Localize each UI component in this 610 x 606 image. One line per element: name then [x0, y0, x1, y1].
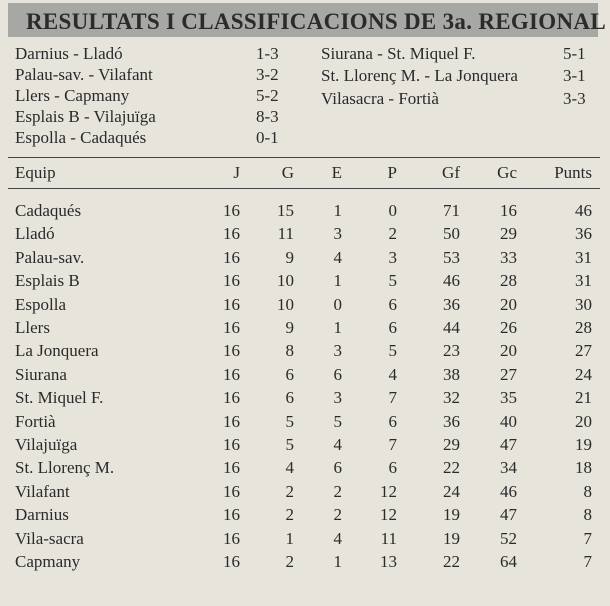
gc-cell: 20 [500, 294, 517, 314]
result-score: 5-1 [563, 44, 586, 63]
table-row [0, 318, 610, 340]
result-match: Esplais B - Vilajuïga [15, 107, 156, 126]
won-cell: 10 [277, 271, 294, 291]
team-cell: Esplais B [15, 271, 80, 291]
table-row [0, 552, 610, 574]
gc-cell: 16 [500, 201, 517, 220]
played-cell: 16 [223, 364, 240, 384]
lost-cell: 6 [388, 294, 397, 314]
gf-cell: 36 [443, 294, 460, 314]
points-cell: 7 [583, 552, 592, 571]
played-cell: 16 [223, 318, 240, 337]
gf-cell: 24 [443, 481, 460, 501]
gf-cell: 44 [443, 318, 460, 337]
won-cell: 6 [285, 388, 294, 408]
lost-cell: 12 [380, 505, 397, 525]
lost-cell: 13 [380, 552, 397, 571]
team-cell: Capmany [15, 552, 81, 571]
result-row [15, 44, 290, 64]
result-match: Llers - Capmany [15, 86, 130, 105]
table-row [0, 482, 610, 504]
gc-cell: 27 [500, 364, 517, 384]
drawn-cell: 1 [333, 318, 342, 337]
result-row [15, 128, 290, 148]
team-cell: St. Llorenç M. [15, 458, 115, 478]
team-cell: Vila-sacra [15, 528, 84, 548]
drawn-cell: 3 [333, 224, 342, 244]
table-row [0, 248, 610, 270]
points-cell: 18 [575, 458, 592, 478]
played-cell: 16 [223, 552, 240, 571]
result-score: 3-1 [563, 66, 586, 85]
drawn-cell: 4 [333, 247, 342, 267]
gc-cell: 47 [500, 435, 517, 454]
gc-cell: 52 [500, 528, 517, 548]
won-cell: 2 [285, 505, 294, 525]
gf-cell: 19 [443, 528, 460, 548]
points-cell: 46 [575, 201, 592, 220]
result-match: Darnius - Lladó [15, 44, 123, 63]
played-cell: 16 [223, 224, 240, 244]
table-row [0, 458, 610, 480]
gc-cell: 35 [500, 388, 517, 408]
team-cell: Vilajuïga [15, 435, 78, 454]
points-cell: 20 [575, 411, 592, 431]
header-p: P [387, 163, 397, 182]
won-cell: 11 [277, 224, 294, 244]
lost-cell: 3 [388, 247, 397, 267]
table-row [0, 271, 610, 293]
gf-cell: 53 [443, 247, 460, 267]
gf-cell: 50 [443, 224, 460, 244]
header-e: E [331, 163, 342, 182]
result-match: Palau-sav. - Vilafant [15, 65, 153, 84]
gc-cell: 26 [500, 318, 517, 337]
lost-cell: 6 [388, 411, 397, 431]
points-cell: 36 [575, 224, 592, 244]
team-cell: Palau-sav. [15, 247, 85, 267]
gf-cell: 36 [443, 411, 460, 431]
result-match: Siurana - St. Miquel F. [321, 44, 476, 63]
points-cell: 8 [583, 505, 592, 525]
team-cell: Lladó [15, 224, 55, 244]
gc-cell: 46 [500, 481, 517, 501]
points-cell: 30 [575, 294, 592, 314]
header-gc: Gc [497, 163, 517, 182]
table-row [0, 365, 610, 387]
team-cell: Siurana [15, 364, 67, 384]
gf-cell: 38 [443, 364, 460, 384]
table-row [0, 224, 610, 246]
lost-cell: 5 [388, 341, 397, 361]
gc-cell: 28 [500, 271, 517, 291]
drawn-cell: 3 [333, 388, 342, 408]
won-cell: 5 [285, 411, 294, 431]
points-cell: 27 [575, 341, 592, 361]
title-banner [8, 3, 606, 37]
lost-cell: 6 [388, 458, 397, 478]
drawn-cell: 0 [333, 294, 342, 314]
team-cell: Darnius [15, 505, 69, 525]
result-score: 3-3 [563, 89, 586, 108]
result-row [321, 89, 596, 109]
points-cell: 24 [575, 364, 592, 384]
points-cell: 19 [575, 435, 592, 454]
points-cell: 8 [583, 481, 592, 501]
won-cell: 4 [285, 458, 294, 478]
lost-cell: 6 [388, 318, 397, 337]
played-cell: 16 [223, 458, 240, 478]
result-row [15, 65, 290, 85]
gf-cell: 29 [443, 435, 460, 454]
gc-cell: 47 [500, 505, 517, 525]
header-j: J [233, 163, 240, 182]
divider [8, 188, 600, 189]
drawn-cell: 1 [333, 552, 342, 571]
drawn-cell: 2 [333, 505, 342, 525]
result-score: 3-2 [256, 65, 279, 84]
gf-cell: 19 [443, 505, 460, 525]
result-score: 5-2 [256, 86, 279, 105]
drawn-cell: 6 [333, 364, 342, 384]
team-cell: St. Miquel F. [15, 388, 104, 408]
gc-cell: 64 [500, 552, 517, 571]
played-cell: 16 [223, 481, 240, 501]
gf-cell: 32 [443, 388, 460, 408]
drawn-cell: 1 [333, 201, 342, 220]
won-cell: 9 [285, 247, 294, 267]
team-cell: Llers [15, 318, 50, 337]
won-cell: 1 [285, 528, 294, 548]
result-row [321, 44, 596, 64]
played-cell: 16 [223, 294, 240, 314]
result-row [15, 107, 290, 127]
table-row [0, 295, 610, 317]
lost-cell: 7 [388, 388, 397, 408]
played-cell: 16 [223, 271, 240, 291]
header-gf: Gf [442, 163, 460, 182]
header-punts: Punts [554, 163, 592, 182]
played-cell: 16 [223, 528, 240, 548]
header-g: G [281, 163, 294, 182]
header-equip: Equip [15, 163, 56, 182]
played-cell: 16 [223, 505, 240, 525]
drawn-cell: 1 [333, 271, 342, 291]
lost-cell: 12 [380, 481, 397, 501]
played-cell: 16 [223, 247, 240, 267]
result-match: St. Llorenç M. - La Jonquera [321, 66, 518, 85]
won-cell: 2 [285, 552, 294, 571]
played-cell: 16 [223, 201, 240, 220]
played-cell: 16 [223, 435, 240, 454]
lost-cell: 7 [388, 435, 397, 454]
drawn-cell: 4 [333, 528, 342, 548]
gf-cell: 22 [443, 552, 460, 571]
gf-cell: 22 [443, 458, 460, 478]
table-row [0, 435, 610, 457]
gf-cell: 71 [443, 201, 460, 220]
played-cell: 16 [223, 388, 240, 408]
gc-cell: 29 [500, 224, 517, 244]
won-cell: 8 [285, 341, 294, 361]
table-row [0, 388, 610, 410]
gc-cell: 33 [500, 247, 517, 267]
result-score: 0-1 [256, 128, 279, 147]
points-cell: 31 [575, 271, 592, 291]
divider [8, 157, 600, 158]
table-row [0, 505, 610, 527]
table-row [0, 529, 610, 551]
match-results [0, 44, 610, 156]
page-title: RESULTATS I CLASSIFICACIONS DE 3a. REGIONAL [26, 9, 606, 34]
won-cell: 2 [285, 481, 294, 501]
team-cell: La Jonquera [15, 341, 99, 361]
gc-cell: 40 [500, 411, 517, 431]
gc-cell: 20 [500, 341, 517, 361]
gf-cell: 46 [443, 271, 460, 291]
result-score: 1-3 [256, 44, 279, 63]
drawn-cell: 2 [333, 481, 342, 501]
lost-cell: 5 [388, 271, 397, 291]
table-row [0, 412, 610, 434]
result-row [321, 66, 596, 86]
lost-cell: 11 [380, 528, 397, 548]
won-cell: 9 [285, 318, 294, 337]
won-cell: 15 [277, 201, 294, 220]
team-cell: Vilafant [15, 481, 70, 501]
played-cell: 16 [223, 341, 240, 361]
gf-cell: 23 [443, 341, 460, 361]
team-cell: Cadaqués [15, 201, 82, 220]
points-cell: 21 [575, 388, 592, 408]
drawn-cell: 4 [333, 435, 342, 454]
lost-cell: 4 [388, 364, 397, 384]
played-cell: 16 [223, 411, 240, 431]
lost-cell: 0 [388, 201, 397, 220]
lost-cell: 2 [388, 224, 397, 244]
won-cell: 6 [285, 364, 294, 384]
won-cell: 5 [285, 435, 294, 454]
drawn-cell: 3 [333, 341, 342, 361]
points-cell: 7 [583, 528, 592, 548]
points-cell: 28 [575, 318, 592, 337]
result-score: 8-3 [256, 107, 279, 126]
drawn-cell: 6 [333, 458, 342, 478]
table-row [0, 341, 610, 363]
points-cell: 31 [575, 247, 592, 267]
drawn-cell: 5 [333, 411, 342, 431]
team-cell: Fortià [15, 411, 56, 431]
result-match: Vilasacra - Fortià [321, 89, 439, 108]
team-cell: Espolla [15, 294, 66, 314]
won-cell: 10 [277, 294, 294, 314]
gc-cell: 34 [500, 458, 517, 478]
result-match: Espolla - Cadaqués [15, 128, 147, 147]
result-row [15, 86, 290, 106]
table-row [0, 201, 610, 223]
